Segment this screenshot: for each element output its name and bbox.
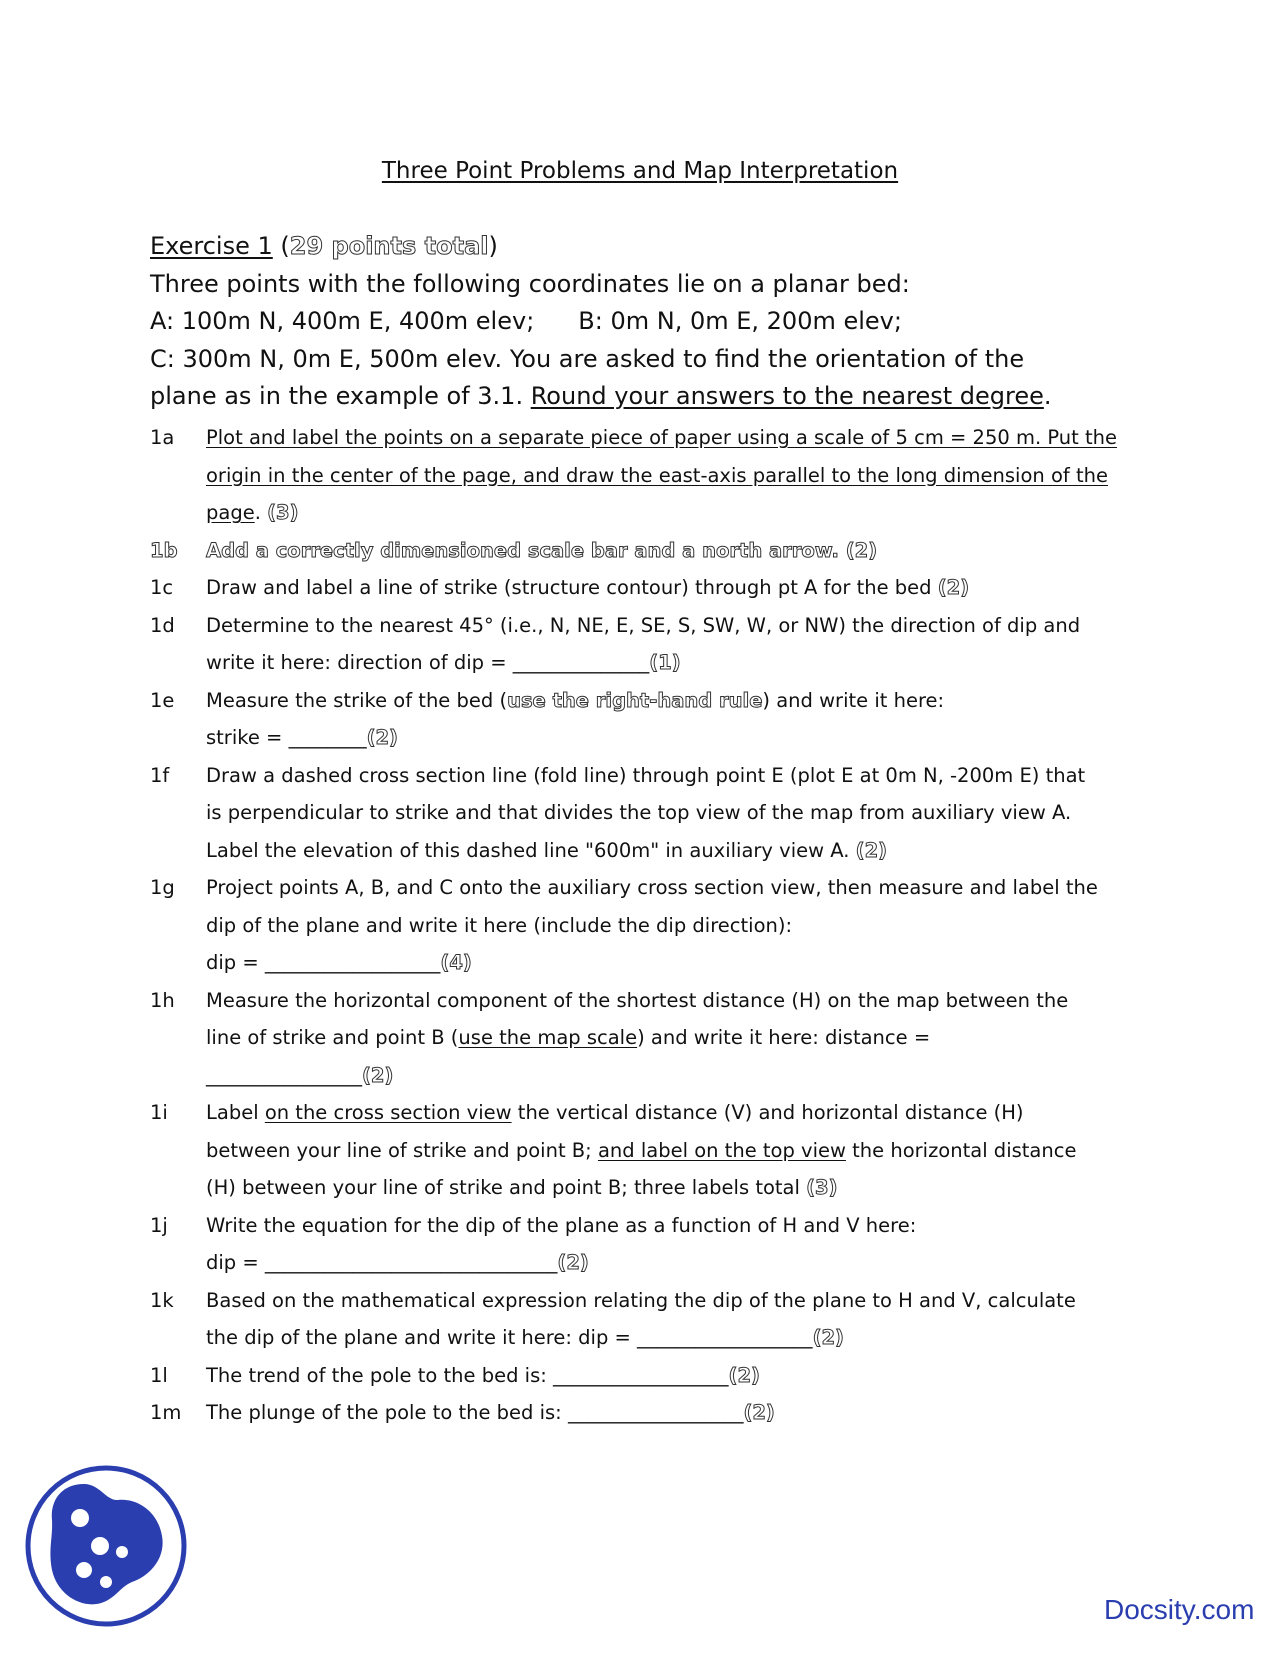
intro-line-4-end: . [1043, 382, 1052, 410]
question-label: 1k [150, 1288, 174, 1312]
question-text: Draw a dashed cross section line (fold line) through point E (plot E at 0m N, -200m E) that [206, 763, 1086, 787]
intro-line-2 [150, 303, 1150, 341]
question-1a [150, 419, 1140, 532]
points-badge: (2) [743, 1401, 775, 1424]
question-label: 1i [150, 1101, 168, 1124]
question-1b [150, 532, 1140, 570]
exercise-label: Exercise 1 [150, 232, 273, 260]
cross-section-hint: on the cross section view [264, 1101, 512, 1124]
question-1e [150, 682, 1140, 757]
exercise-intro [150, 228, 1150, 416]
question-text: (H) between your line of strike and point B; three labels total [206, 1176, 807, 1199]
answer-line: dip = __________________ [206, 951, 441, 974]
question-label: 1f [150, 763, 170, 787]
answer-line: write it here: direction of dip = ______________ [206, 651, 650, 674]
question-text: Plot and label the points on a separate piece of paper using a scale of 5 cm = 250 m. Put the origin in the center of the page, and draw the east-axis parallel to the long dimension of the page [206, 426, 1117, 524]
question-1c [150, 569, 1140, 607]
answer-line: The plunge of the pole to the bed is: __________________ [206, 1401, 744, 1424]
question-text: Measure the horizontal component of the shortest distance (H) on the map between the [206, 988, 1069, 1012]
question-1l [150, 1357, 1140, 1395]
docsity-watermark[interactable]: Docsity.com [1104, 1594, 1255, 1625]
question-text: dip of the plane and write it here (include the dip direction): [206, 913, 793, 937]
question-label: 1g [150, 876, 175, 899]
points-badge: (2) [855, 838, 888, 862]
answer-line: dip = ______________________________ [206, 1251, 558, 1274]
question-1d [150, 607, 1140, 682]
question-text-end: ) and write it here: [762, 688, 945, 712]
question-1j [150, 1207, 1140, 1282]
answer-line: the dip of the plane and write it here: dip = __________________ [206, 1326, 813, 1349]
points-badge: (2) [728, 1363, 760, 1387]
question-text-end: ) and write it here: distance = [637, 1026, 931, 1049]
question-text: between your line of strike and point B; [206, 1138, 598, 1162]
question-1f [150, 757, 1140, 870]
question-text: Measure the strike of the bed ( [206, 688, 508, 712]
question-text: Add a correctly dimensioned scale bar and a north arrow. (2) [206, 538, 878, 562]
exercise-heading [150, 228, 1150, 266]
question-1g [150, 869, 1140, 982]
question-text: line of strike and point B ( [206, 1026, 459, 1049]
question-label: 1e [150, 688, 175, 712]
question-label: 1d [150, 613, 175, 637]
exercise-points: 29 points total [289, 232, 489, 260]
point-a: A: 100m N, 400m E, 400m elev; [150, 307, 535, 335]
question-text: Label the elevation of this dashed line "600m" in auxiliary view A. [206, 838, 856, 862]
points-badge: (3) [806, 1176, 838, 1199]
question-text: Project points A, B, and C onto the auxiliary cross section view, then measure and label the [206, 876, 1098, 899]
question-1m [150, 1394, 1140, 1432]
points-badge: (2) [362, 1063, 394, 1087]
points-badge: (2) [366, 726, 398, 749]
page-title: Three Point Problems and Map Interpretation [381, 158, 899, 184]
question-text: Write the equation for the dip of the plane as a function of H and V here: [206, 1213, 917, 1237]
question-label: 1c [150, 576, 174, 599]
question-text: the horizontal distance [845, 1138, 1077, 1162]
intro-line-4 [150, 378, 1150, 416]
right-hand-rule: use the right-hand rule [507, 688, 763, 712]
points-badge: (1) [649, 651, 681, 674]
question-label: 1h [150, 988, 175, 1012]
question-1h [150, 982, 1140, 1095]
points-badge: (4) [440, 951, 472, 974]
question-label: 1b [150, 538, 178, 562]
question-text: Draw and label a line of strike (structure contour) through pt A for the bed [206, 576, 938, 599]
question-text: Determine to the nearest 45° (i.e., N, NE, E, SE, S, SW, W, or NW) the direction of dip and [206, 613, 1081, 637]
intro-line-3: C: 300m N, 0m E, 500m elev. You are asked to find the orientation of the [150, 344, 1025, 373]
docsity-logo-icon [22, 1462, 190, 1630]
points-badge: (2) [812, 1326, 844, 1349]
intro-line-4-text: plane as in the example of 3.1. [150, 382, 531, 410]
map-scale-hint: use the map scale [458, 1026, 638, 1049]
question-1i [150, 1094, 1140, 1207]
question-label: 1a [150, 426, 175, 449]
question-label: 1l [150, 1363, 168, 1387]
paren-close: ) [488, 232, 498, 260]
question-list [150, 419, 1140, 1432]
points-badge: (2) [557, 1251, 589, 1274]
top-view-hint: and label on the top view [597, 1138, 846, 1162]
question-text: is perpendicular to strike and that divides the top view of the map from auxiliary view A. [206, 801, 1072, 824]
answer-line: The trend of the pole to the bed is: __________________ [206, 1363, 729, 1387]
question-text: Based on the mathematical expression relating the dip of the plane to H and V, calculate [206, 1288, 1076, 1312]
question-text: the vertical distance (V) and horizontal distance (H) [511, 1101, 1024, 1124]
answer-line: ________________ [206, 1063, 362, 1087]
question-text: Label [206, 1101, 265, 1124]
round-instruction: Round your answers to the nearest degree [530, 382, 1044, 410]
question-1k [150, 1282, 1140, 1357]
points-badge: (3) [267, 501, 299, 524]
question-text-end: . [254, 501, 268, 524]
paren-open: ( [280, 232, 290, 260]
question-label: 1j [150, 1213, 168, 1237]
answer-line: strike = ________ [206, 726, 367, 749]
question-label: 1m [150, 1401, 182, 1424]
point-b: B: 0m N, 0m E, 200m elev; [578, 307, 902, 335]
intro-line-1: Three points with the following coordinates lie on a planar bed: [150, 269, 910, 298]
points-badge: (2) [937, 576, 970, 599]
